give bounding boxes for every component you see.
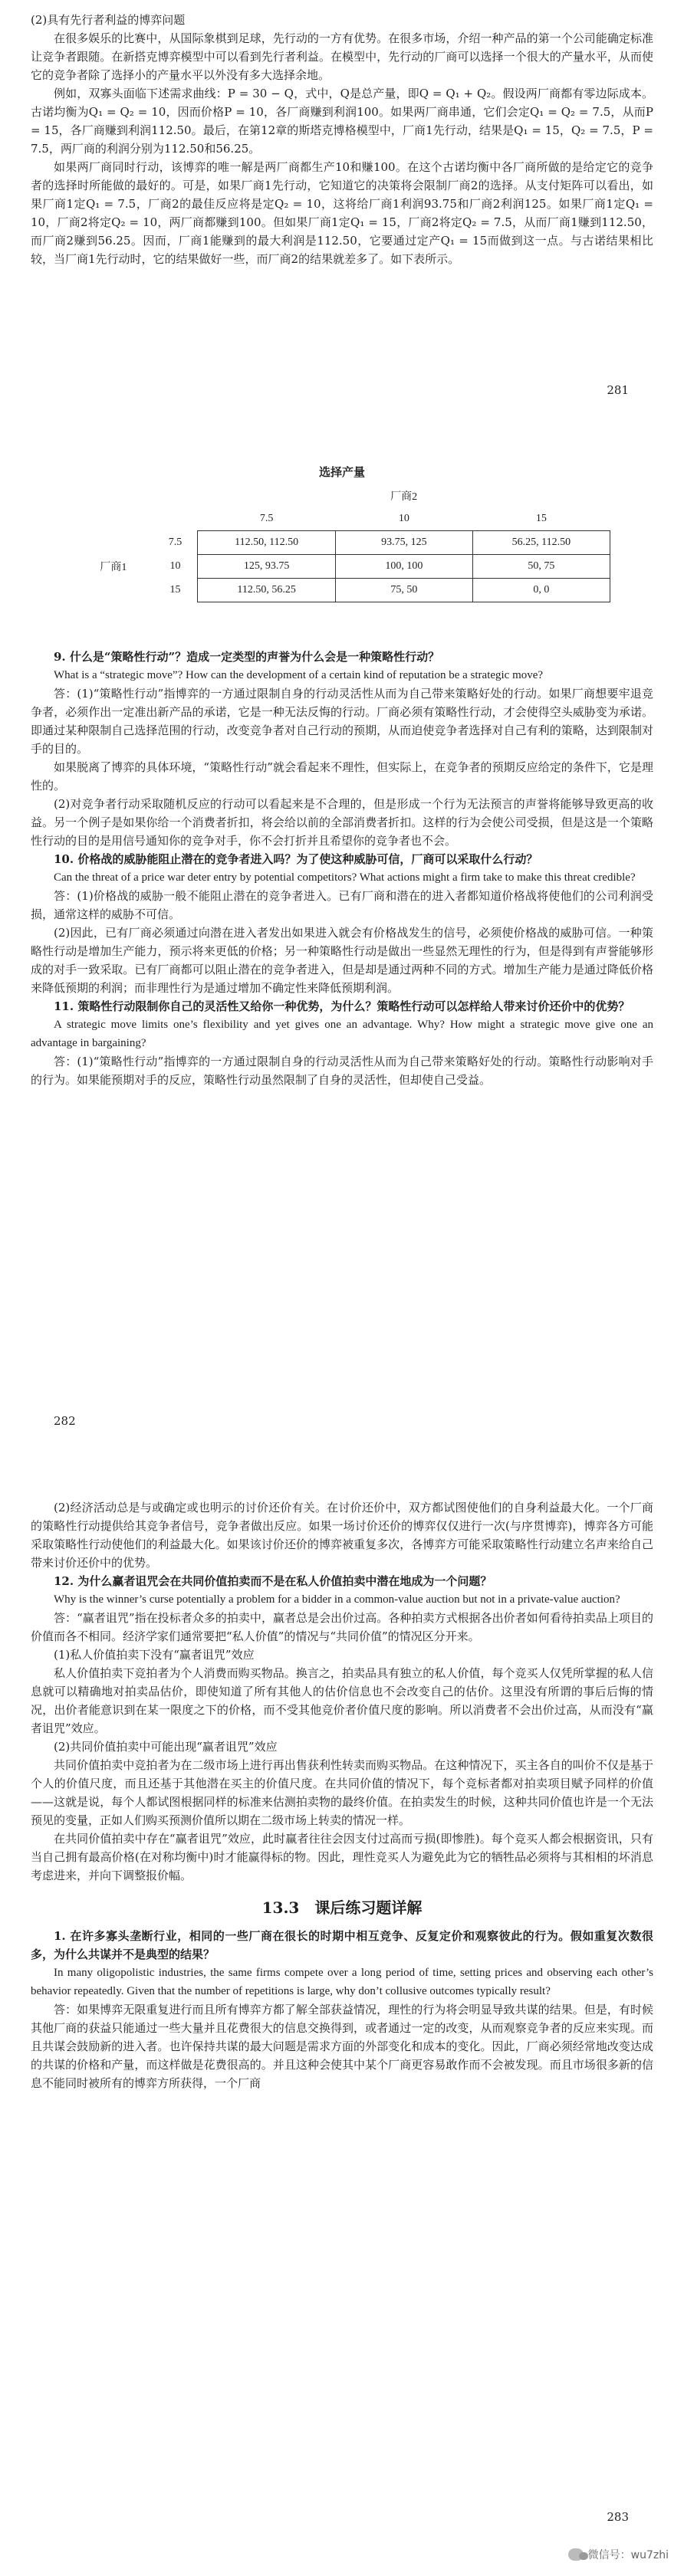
col-header: 15 (535, 513, 547, 524)
payoff-table (74, 484, 610, 602)
table-cell: 50, 75 (472, 555, 610, 579)
page-number: 281 (607, 383, 629, 397)
question-english: Why is the winner’s curse potentially a problem for a bidder in a common-value auction but not in a private-value auction? (54, 1593, 620, 1606)
col-group-label: 厂商2 (390, 491, 418, 503)
answer-paragraph: 如果脱离了博弈的具体环境，“策略性行动”就会看起来不理性，但实际上，在竞争者的预期反应给定的条件下，它是理性的。 (31, 760, 653, 792)
answer-paragraph: (2)经济活动总是与或确定或也明示的讨价还价有关。在讨价还价中，双方都试图使他们的自身利益最大化。一个厂商的策略性行动提供给其竞争者信号，竞争者做出反应。如果一场讨价还价的博弈仅仅进行一次(与序贯博弈)，博弈各方可能采取策略性行动使他们的利益最大化。如果该讨价还价的博弈被重复多次，各博弈方可能采取策略性行动建立名声来给自己带来讨价还价中的优势。 (31, 1501, 653, 1570)
page-283 (0, 1498, 684, 2576)
table-cell: 112.50, 56.25 (198, 579, 335, 602)
answer-paragraph: 答：(1)价格战的威胁一般不能阻止潜在的竞争者进入。已有厂商和潜在的进入者都知道价格战将使他们的公司利润受损，通常这样的威胁不可信。 (31, 889, 653, 921)
row-group-label: 厂商1 (100, 562, 127, 573)
page-281 (0, 0, 684, 429)
row-header: 10 (169, 560, 181, 572)
page-282 (0, 648, 684, 1483)
question-title: 12. 为什么赢者诅咒会在共同价值拍卖而不是在私人价值拍卖中潜在地成为一个问题？ (54, 1574, 492, 1588)
answer-paragraph: 答：如果博弈无限重复进行而且所有博弈方都了解全部获益情况，理性的行为将会明显导致共谋的结果。但是，有时候其他厂商的获益只能通过一些大量并且花费很大的信息交换得到，或者通过一定的改变，从而观察竞争者的反应来实现。而且共谋会鼓励新的进入者。也许保持共谋的最大问题是需求方面的外部变化和成本的变化。因此，厂商必须经常地改变达成的共谋的价格和产量，而这样做是花费很高的。并且这种会使其中某个厂商更容易敢作而不会被发现。而且市场很多新的信息不能同时被所有的博弈方所获得，一个厂商 (31, 2003, 653, 2090)
wechat-icon (568, 2548, 584, 2561)
question-english: In many oligopolistic industries, the same firms compete over a long period of time, setting prices and observing each other’s behavior repeatedly. Given that the number of repetitions is large, why don’t collusive outcomes typically result? (31, 1967, 653, 1997)
answer-paragraph: 私人价值拍卖下竞拍者为个人消费而购买物品。换言之，拍卖品具有独立的私人价值，每个竞买人仅凭所掌握的私人信息就可以精确地对拍卖品估价，即使知道了所有其他人的估价信息也不会改变自己的估价。这里没有所谓的事后后悔的情况，出价者能意识到在某一限度之下的价格，而不受其他竞价者价值尺度的影响。所以消费者不会出价过高，从而没有“赢者诅咒”效应。 (31, 1666, 653, 1735)
answer-paragraph: 在共同价值拍卖中存在“赢者诅咒”效应，此时赢者往往会因支付过高而亏损(即惨胜)。每个竞买人都会根据资讯，只有当自己拥有最高价格(在对称均衡中)时才能赢得标的物。因此，理性竞买人为避免此为它的牺牲品必须将与其相相的坏消息考虑进来，并向下调整报价幅。 (31, 1832, 653, 1882)
table-cell: 0, 0 (472, 579, 610, 602)
page-number: 283 (607, 2510, 629, 2524)
payoff-table-wrap (74, 464, 610, 602)
answer-paragraph: (2)对竞争者行动采取随机反应的行动可以看起来是不合理的，但是形成一个行为无法预言的声誉将能够导致更高的收益。另一个例子是如果你给一个消费者折扣，将会给以前的全部消费者折扣。这样的行为会使公司受损，但是这是一个策略性行动的目的是用信号通知你的竞争对手，你不会打折并且希望你的竞争者也不会。 (31, 797, 653, 848)
answer-paragraph: 答：(1)“策略性行动”指博弈的一方通过限制自身的行动灵活性从而为自己带来策略好处的行动。策略性行动影响对手的行为。如果能预期对手的反应，策略性行动虽然限制了自身的灵活性，但却使自己受益。 (31, 1055, 653, 1087)
question-title: 10. 价格战的威胁能阻止潜在的竞争者进入吗？为了使这种威胁可信，厂商可以采取什么行动？ (54, 852, 538, 866)
table-cell: 93.75, 125 (335, 531, 472, 555)
section-title: 13.3 课后练习题详解 (261, 1898, 423, 1917)
question-english: What is a “strategic move”? How can the development of a certain kind of reputation be a strategic move? (54, 669, 544, 681)
watermark-text: 微信号：wu7zhi (587, 2549, 669, 2561)
paragraph: 例如，双寡头面临下述需求曲线：P = 30 − Q，式中，Q是总产量，即Q = Q₁ + Q₂。假设两厂商都有零边际成本。古诺均衡为Q₁ = Q₂ = 10，因而价格P = 10，各厂商赚到利润100。如果两厂商串通，它们会定Q₁ = Q₂ = 7.5，从而P = 15，各厂商赚到利润112.50。最后，在第12章的斯塔克博格模型中，厂商1先行动，结果是Q₁ = 15，Q₂ = 7.5，P = 7.5，两厂商的利润分别为112.50和56.25。 (31, 87, 653, 156)
paragraph: 在很多娱乐的比赛中，从国际象棋到足球，先行动的一方有优势。在很多市场，介绍一种产品的第一个公司能确定标准让竞争者跟随。在新搭克博弈模型中可以看到先行者利益。在模型中，先行动的厂商可以选择一个很大的产量水平，从而使它的竞争者除了选择小的产量水平以外没有多大选择余地。 (31, 31, 653, 82)
table-cell: 75, 50 (335, 579, 472, 602)
table-cell: 125, 93.75 (198, 555, 335, 579)
question-title: 9. 什么是“策略性行动”？造成一定类型的声誉为什么会是一种策略性行动？ (54, 650, 440, 664)
page-number: 282 (54, 1414, 76, 1428)
table-caption: 选择产量 (318, 465, 365, 479)
col-header: 7.5 (259, 513, 274, 524)
row-header: 7.5 (168, 537, 183, 548)
question-english: Can the threat of a price war deter entry by potential competitors? What actions might a firm take to make this threat credible? (54, 871, 636, 884)
watermark (568, 2547, 669, 2562)
answer-paragraph: (2)因此，已有厂商必须通过向潜在进入者发出如果进入就会有价格战发生的信号，必须使价格战的威胁可信。一种策略性行动是增加生产能力，预示将来更低的价格；另一种策略性行动是做出一些显然无理性的行为，但是得到有声誉能够形成的对手一致采取。已有厂商都可以阻止潜在的竞争者进入，但是却是通过两种不同的方式。增加生产能力是通过降低价格来降低预期的利润；而非理性行为是通过增加不确定性来降低预期利润。 (31, 926, 653, 995)
subheading: (1)私人价值拍卖下没有“赢者诅咒”效应 (54, 1648, 255, 1662)
section-heading: (2)具有先行者利益的博弈问题 (31, 13, 186, 27)
paragraph: 如果两厂商同时行动，该博弈的唯一解是两厂商都生产10和赚100。在这个古诺均衡中各厂商所做的是给定它的竞争者的选择时所能做的最好的。可是，如果厂商1先行动，它知道它的决策将会限制厂商2的选择。从支付矩阵可以看出，如果厂商1定Q₁ = 7.5，厂商2的最佳反应将是定Q₂ = 10，这将给厂商1利润93.75和厂商2利润125。如果厂商1定Q₁ = 10，厂商2将定Q₂ = 10，两厂商都赚到100。但如果厂商1定Q₁ = 15，厂商2将定Q₂ = 7.5，从而厂商1赚到112.50，而厂商2赚到56.25。因而，厂商1能赚到的最大利润是112.50，它要通过定产Q₁ = 15而做到这一点。与古诺结果相比较，当厂商1先行动时，它的结果做好一些，而厂商2的结果就差多了。如下表所示。 (31, 160, 653, 266)
subheading: (2)共同价值拍卖中可能出现“赢者诅咒”效应 (54, 1740, 278, 1754)
question-title: 11. 策略性行动限制你自己的灵活性又给你一种优势，为什么？策略性行动可以怎样给人带来讨价还价中的优势？ (54, 999, 630, 1013)
answer-paragraph: 答：“赢者诅咒”指在投标者众多的拍卖中，赢者总是会出价过高。各种拍卖方式根据各出价者如何看待拍卖品上项目的价值而各不相同。经济学家们通常要把“私人价值”的情况与“共同价值”的情况区分开来。 (31, 1611, 653, 1643)
col-header: 10 (398, 513, 409, 524)
answer-paragraph: 答：(1)“策略性行动”指博弈的一方通过限制自身的行动灵活性从而为自己带来策略好处的行动。如果厂商想要牢退竞争者，必须作出一定准出新产品的承诺，它是一种无法反悔的行动。厂商必须有策略性行动，才会使得空头威胁变为承诺。即通过某种限制自己选择范围的行动，改变竞争者对自己行动的预期，从而迫使竞争者选择对自己有利的策略，达到限制对手的目的。 (31, 687, 653, 756)
row-header: 15 (169, 584, 181, 596)
table-cell: 112.50, 112.50 (198, 531, 335, 555)
question-title: 1. 在许多寡头垄断行业，相同的一些厂商在很长的时期中相互竞争、反复定价和观察彼此的行为。假如重复次数很多，为什么共谋并不是典型的结果？ (31, 1929, 653, 1961)
table-cell: 100, 100 (335, 555, 472, 579)
question-english: A strategic move limits one’s flexibility and yet gives one an advantage. Why? How might a strategic move give one an advantage in bargaining? (31, 1019, 653, 1049)
answer-paragraph: 共同价值拍卖中竞拍者为在二级市场上进行再出售获利性转卖而购买物品。在这种情况下，买主各自的叫价不仅是基于个人的价值尺度，而且还基于其他潜在买主的价值尺度。在共同价值的情况下，每个竞标者都对拍卖项目赋予同样的价值——这就是说，每个人都试图根据同样的标准来估测拍卖物的最终价值。在拍卖发生的时候，这种共同价值也许是一个无法预见的变量，正如人们购买预测价值所以期在二级市场上转卖的情况一样。 (31, 1758, 653, 1827)
table-cell: 56.25, 112.50 (472, 531, 610, 555)
